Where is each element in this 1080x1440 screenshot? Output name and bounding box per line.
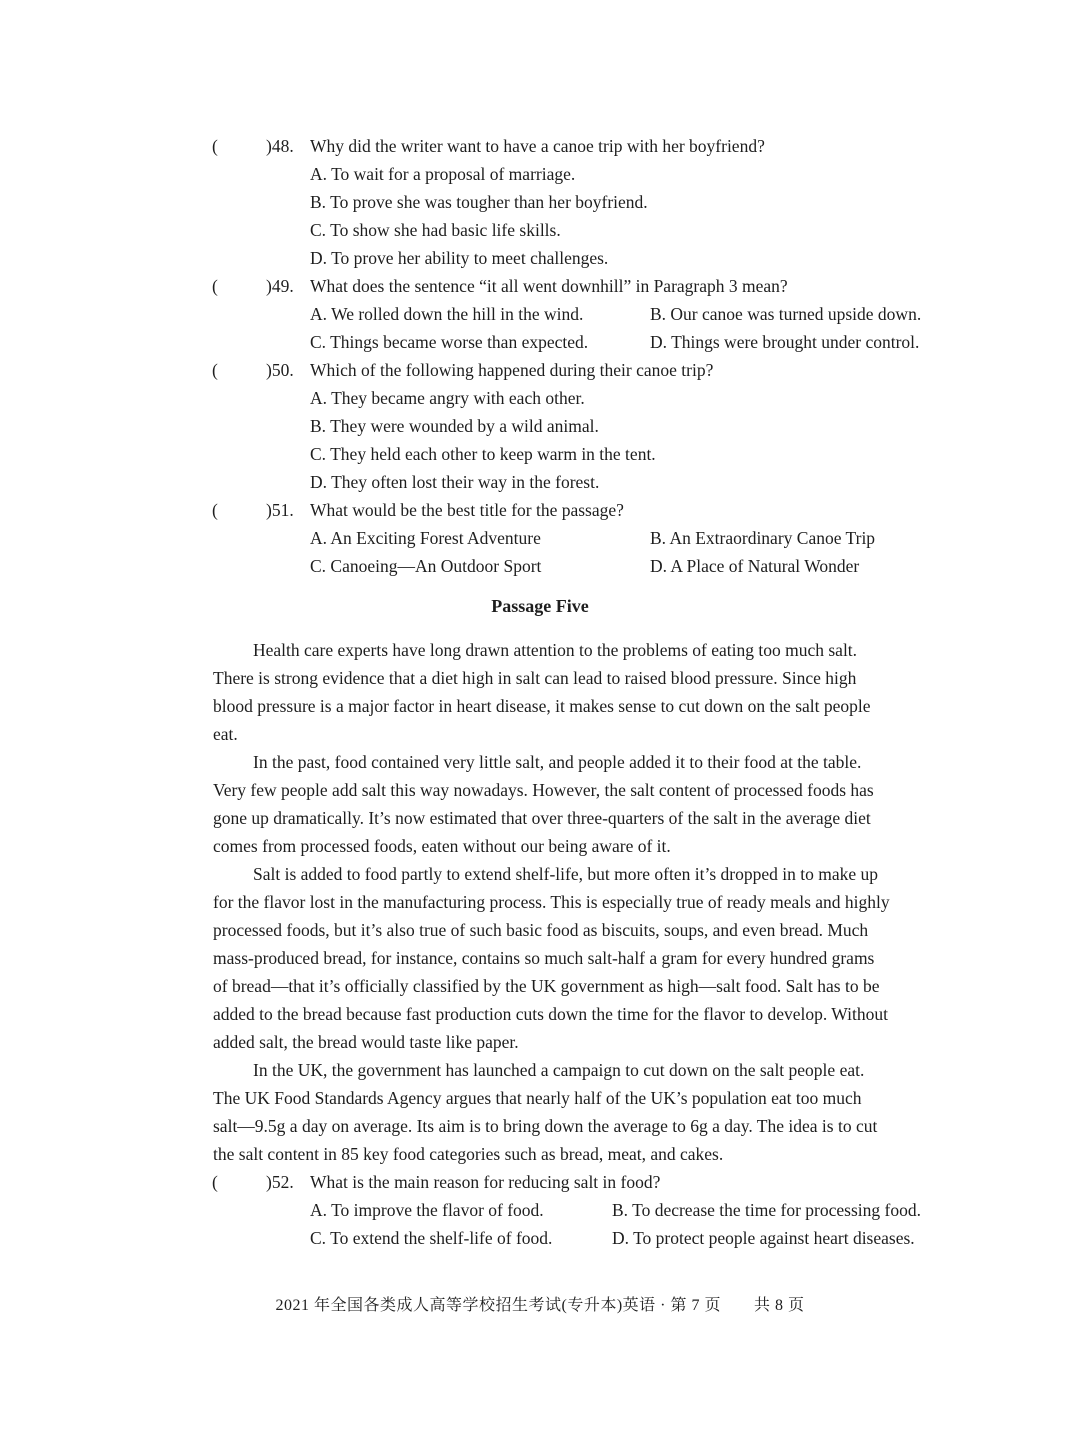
passage-line: comes from processed foods, eaten without our being aware of it.: [213, 836, 671, 856]
passage-line: gone up dramatically. It’s now estimated that over three-quarters of the salt in the average diet: [213, 808, 871, 828]
option-a: A. We rolled down the hill in the wind.: [310, 304, 584, 324]
passage-line: Health care experts have long drawn attention to the problems of eating too much salt.: [253, 640, 858, 660]
option-a: A. To improve the flavor of food.: [310, 1200, 544, 1220]
passage-line: Salt is added to food partly to extend shelf-life, but more often it’s dropped in to make up: [253, 864, 879, 884]
answer-bracket: (: [212, 276, 218, 296]
passage-line: eat.: [213, 724, 238, 744]
question-text: Which of the following happened during their canoe trip?: [310, 360, 714, 380]
answer-bracket: (: [212, 1172, 218, 1192]
passage-line: blood pressure is a major factor in heart disease, it makes sense to cut down on the salt people: [213, 696, 871, 716]
passage-line: the salt content in 85 key food categories such as bread, meat, and cakes.: [213, 1144, 724, 1164]
question-number: )52.: [266, 1172, 294, 1192]
option-a: A. To wait for a proposal of marriage.: [310, 164, 576, 184]
option-b: B. Our canoe was turned upside down.: [650, 304, 922, 324]
question-text: What does the sentence “it all went downhill” in Paragraph 3 mean?: [310, 276, 788, 296]
passage-line: There is strong evidence that a diet high in salt can lead to raised blood pressure. Since high: [213, 668, 857, 688]
question-text: Why did the writer want to have a canoe trip with her boyfriend?: [310, 136, 765, 156]
question-text: What is the main reason for reducing salt in food?: [310, 1172, 661, 1192]
option-d: D. To protect people against heart diseases.: [612, 1228, 915, 1248]
option-d: D. They often lost their way in the forest.: [310, 472, 600, 492]
question-text: What would be the best title for the passage?: [310, 500, 624, 520]
option-d: D. To prove her ability to meet challenges.: [310, 248, 609, 268]
passage-line: for the flavor lost in the manufacturing process. This is especially true of ready meals and highly: [213, 892, 890, 912]
option-b: B. To prove she was tougher than her boyfriend.: [310, 192, 648, 212]
question-number: )51.: [266, 500, 294, 520]
passage-line: Very few people add salt this way nowadays. However, the salt content of processed foods has: [213, 780, 874, 800]
option-a: A. They became angry with each other.: [310, 388, 585, 408]
option-c: C. They held each other to keep warm in the tent.: [310, 444, 656, 464]
passage-line: processed foods, but it’s also true of such basic food as biscuits, soups, and even bread. Much: [213, 920, 869, 940]
answer-bracket: (: [212, 360, 218, 380]
passage-line: added to the bread because fast production cuts down the time for the flavor to develop. Without: [213, 1004, 888, 1024]
passage-line: In the UK, the government has launched a campaign to cut down on the salt people eat.: [253, 1060, 865, 1080]
passage-line: mass-produced bread, for instance, contains so much salt-half a gram for every hundred grams: [213, 948, 875, 968]
answer-bracket: (: [212, 500, 218, 520]
passage-title: Passage Five: [491, 596, 589, 616]
option-c: C. Things became worse than expected.: [310, 332, 589, 352]
passage-line: added salt, the bread would taste like paper.: [213, 1032, 519, 1052]
question-number: )50.: [266, 360, 294, 380]
page-footer: 2021 年全国各类成人高等学校招生考试(专升本)英语 · 第 7 页 共 8 页: [275, 1297, 805, 1314]
option-a: A. An Exciting Forest Adventure: [310, 528, 541, 548]
answer-bracket: (: [212, 136, 218, 156]
option-d: D. A Place of Natural Wonder: [650, 556, 860, 576]
question-number: )48.: [266, 136, 294, 156]
passage-line: In the past, food contained very little salt, and people added it to their food at the table.: [253, 752, 862, 772]
option-b: B. To decrease the time for processing food.: [612, 1200, 921, 1220]
option-d: D. Things were brought under control.: [650, 332, 920, 352]
passage-line: of bread—that it’s officially classified by the UK government as high—salt food. Salt has to be: [213, 976, 880, 996]
option-b: B. They were wounded by a wild animal.: [310, 416, 599, 436]
option-c: C. Canoeing—An Outdoor Sport: [310, 556, 542, 576]
passage-line: salt—9.5g a day on average. Its aim is to bring down the average to 6g a day. The idea is to cut: [213, 1116, 878, 1136]
question-number: )49.: [266, 276, 294, 296]
option-c: C. To extend the shelf-life of food.: [310, 1228, 553, 1248]
option-b: B. An Extraordinary Canoe Trip: [650, 528, 876, 548]
option-c: C. To show she had basic life skills.: [310, 220, 561, 240]
passage-line: The UK Food Standards Agency argues that nearly half of the UK’s population eat too much: [213, 1088, 862, 1108]
